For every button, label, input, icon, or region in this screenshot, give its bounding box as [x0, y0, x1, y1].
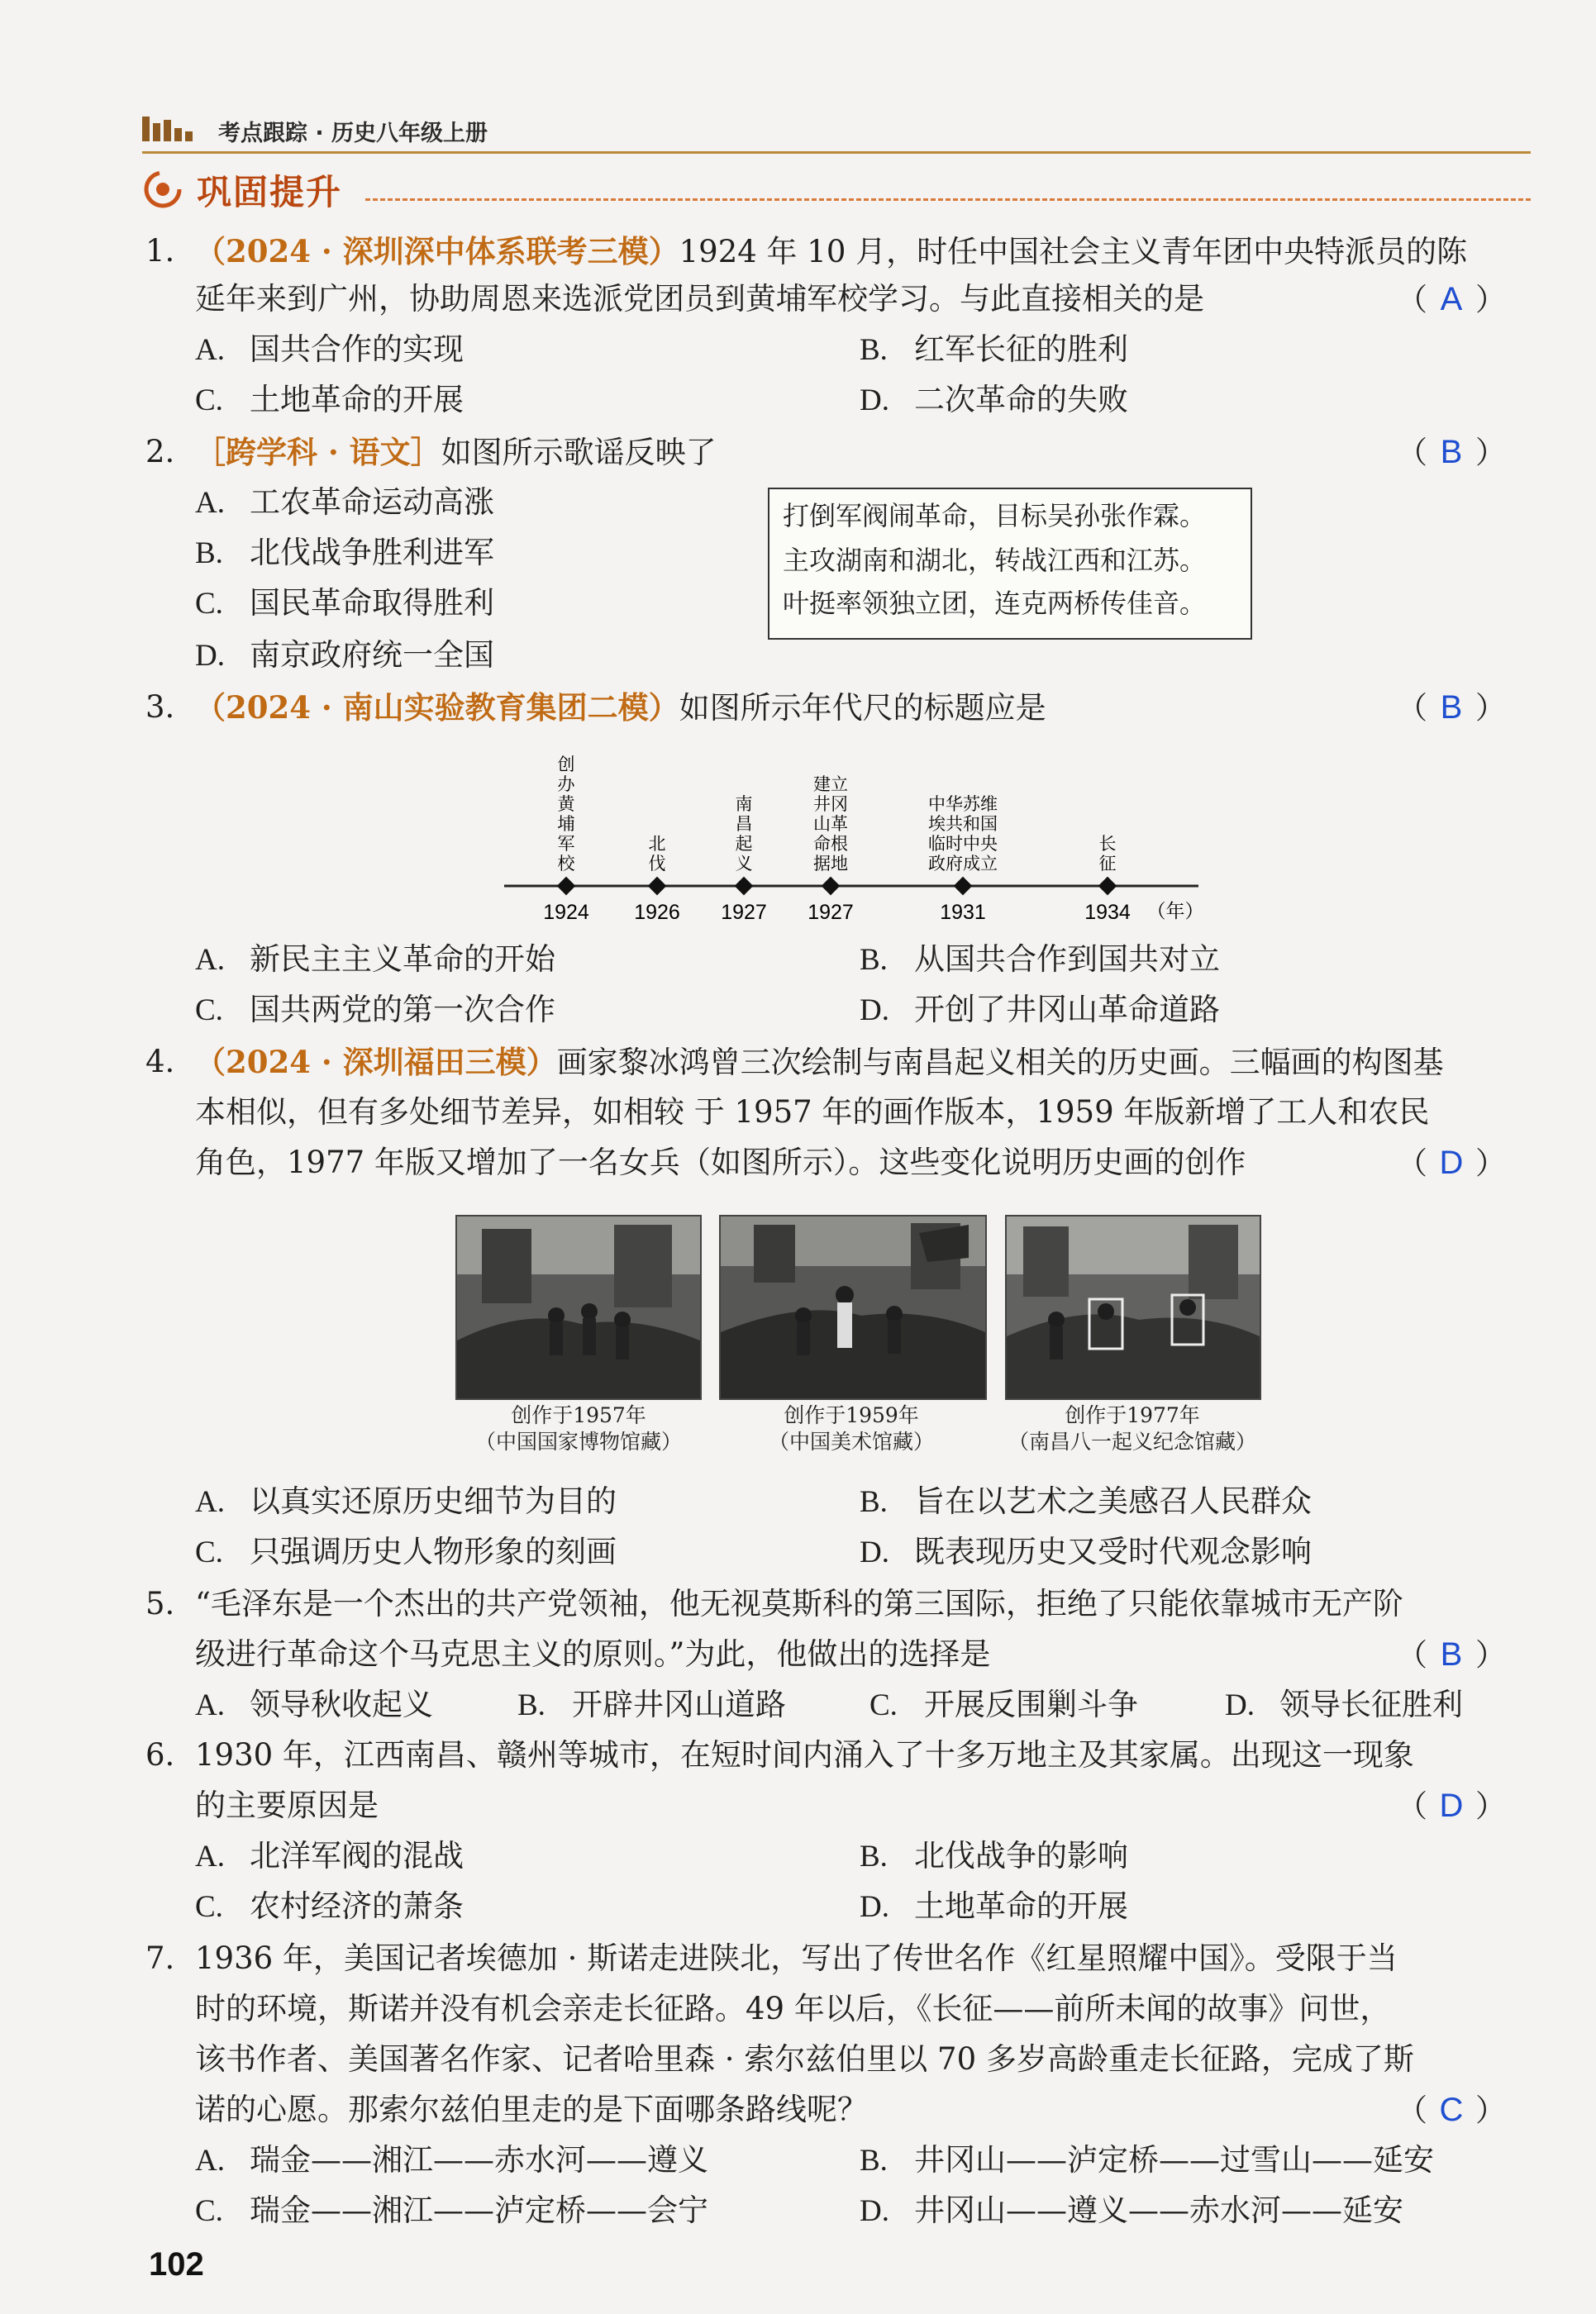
answer-letter: D — [1439, 1145, 1464, 1181]
timeline-marker — [648, 877, 667, 896]
answer-bracket: （ C ） — [1397, 2088, 1506, 2132]
timeline-label: 政府成立 — [928, 854, 998, 874]
option-b: B. 北伐战争胜利进军 — [195, 535, 494, 570]
timeline-label: 北 — [648, 834, 666, 854]
option-b: B. 旨在以艺术之美感召人民群众 — [860, 1483, 1312, 1519]
verse-line: 主攻湖南和湖北，转战江西和江苏。 — [783, 545, 1207, 576]
caption-1977: 创作于1977年 （南昌八一起义纪念馆藏） — [1008, 1403, 1256, 1454]
question-source: （2024 · 深圳深中体系联考三模） — [195, 233, 679, 269]
option-a: A. 工农革命运动高涨 — [195, 484, 494, 520]
timeline-label: 山革 — [813, 814, 848, 834]
timeline-year: 1926 — [634, 901, 680, 924]
option-d: D. 开创了井冈山革命道路 — [860, 992, 1220, 1027]
question-source: （2024 · 南山实验教育集团二模） — [195, 689, 679, 726]
timeline-year: 1934 — [1084, 901, 1131, 924]
caption-1957: 创作于1957年 （中国国家博物馆藏） — [474, 1403, 682, 1454]
painting-1957 — [455, 1215, 702, 1400]
answer-bracket: （ A ） — [1397, 278, 1506, 321]
painting-1959 — [719, 1215, 987, 1400]
answer-letter: B — [1440, 434, 1463, 470]
timeline-label: 创 — [557, 755, 575, 774]
option-b: B. 红军长征的胜利 — [860, 331, 1128, 367]
option-a: A. 瑞金——湘江——赤水河——遵义 — [195, 2142, 708, 2178]
option-a: A. 新民主主义革命的开始 — [195, 941, 555, 977]
option-a: A. 国共合作的实现 — [195, 331, 464, 367]
option-b: B. 开辟井冈山道路 — [517, 1687, 786, 1722]
option-c: C. 农村经济的萧条 — [195, 1888, 464, 1924]
question-stem-line: 诺的心愿。那索尔兹伯里走的是下面哪条路线呢？ — [195, 2092, 868, 2127]
timeline-label: 伐 — [648, 854, 666, 874]
option-d: D. 二次革命的失败 — [860, 382, 1128, 417]
question-stem: 1936 年，美国记者埃德加 · 斯诺走进陕北，写出了传世名作《红星照耀中国》。受限于当 — [195, 1940, 1398, 1976]
answer-bracket: （ B ） — [1397, 1633, 1506, 1677]
timeline-label: 据地 — [813, 854, 848, 874]
option-a: A. 北洋军阀的混战 — [195, 1838, 464, 1874]
timeline-label: 征 — [1098, 854, 1117, 874]
question-stem: 1930 年，江西南昌、赣州等城市，在短时间内涌入了十多万地主及其家属。出现这一现象 — [195, 1737, 1414, 1773]
answer-letter: D — [1439, 1788, 1464, 1824]
section-heading — [142, 164, 1531, 213]
option-a: A. 以真实还原历史细节为目的 — [195, 1483, 617, 1519]
question-number: 6. — [145, 1737, 175, 1773]
timeline-label: 临时中央 — [928, 834, 998, 854]
verse-line: 叶挺率领独立团，连克两桥传佳音。 — [783, 588, 1207, 619]
timeline-label: 办 — [557, 774, 575, 794]
timeline-label: 埃共和国 — [928, 814, 998, 834]
timeline-label: 黄 — [557, 794, 575, 814]
question-number: 7. — [145, 1940, 175, 1976]
section-title: 巩固提升 — [197, 172, 343, 212]
option-b: B. 从国共合作到国共对立 — [860, 941, 1220, 977]
question-stem-line: 本相似，但有多处细节差异，如相较 于 1957 年的画作版本，1959 年版新增了工人和农民 — [195, 1094, 1430, 1130]
question-tag: ［跨学科 · 语文］ — [195, 434, 441, 470]
timeline-label: 校 — [557, 854, 575, 874]
timeline-marker — [557, 877, 576, 896]
timeline-marker — [735, 877, 754, 896]
timeline-year: 1927 — [808, 901, 854, 924]
question-stem-line: 时的环境，斯诺并没有机会亲走长征路。49 年以后，《长征——前所未闻的故事》问世， — [195, 1991, 1391, 2026]
answer-letter: B — [1440, 689, 1463, 726]
option-d: D. 既表现历史又受时代观念影响 — [860, 1534, 1312, 1569]
page-number: 102 — [149, 2246, 204, 2283]
option-c: C. 瑞金——湘江——泸定桥——会宁 — [195, 2193, 708, 2228]
timeline-year: 1927 — [721, 901, 767, 924]
header-title: 考点跟踪 · 历史八年级上册 — [218, 121, 488, 146]
option-c: C. 国共两党的第一次合作 — [195, 992, 555, 1027]
question-stem-line: 的主要原因是 — [195, 1788, 379, 1823]
answer-bracket: （ B ） — [1397, 431, 1506, 474]
option-d: D. 井冈山——遵义——赤水河——延安 — [860, 2193, 1403, 2228]
question-number: 3. — [145, 689, 175, 725]
question-stem: ［跨学科 · 语文］如图所示歌谣反映了 — [195, 434, 717, 470]
timeline-label: 军 — [557, 834, 575, 854]
timeline-year: 1931 — [940, 901, 986, 924]
question-stem-line: 级进行革命这个马克思主义的原则。”为此，他做出的选择是 — [195, 1636, 991, 1672]
option-b: B. 北伐战争的影响 — [860, 1838, 1128, 1874]
verse-box — [768, 488, 1252, 640]
timeline-marker — [1098, 877, 1117, 896]
option-a: A. 领导秋收起义 — [195, 1687, 433, 1722]
question-number: 2. — [145, 434, 175, 469]
question-stem: “毛泽东是一个杰出的共产党领袖，他无视莫斯科的第三国际，拒绝了只能依靠城市无产阶 — [195, 1586, 1403, 1621]
option-c: C. 土地革命的开展 — [195, 382, 464, 417]
timeline-label: 起 — [735, 834, 753, 854]
target-icon — [142, 169, 183, 210]
answer-bracket: （ D ） — [1397, 1141, 1506, 1185]
section-divider — [365, 198, 1531, 201]
option-d: D. 土地革命的开展 — [860, 1888, 1128, 1924]
answer-letter: B — [1440, 1636, 1463, 1673]
question-stem: （2024 · 深圳深中体系联考三模）1924 年 10 月，时任中国社会主义青年团中央特派员的陈 — [195, 233, 1468, 269]
caption-1959: 创作于1959年 （中国美术馆藏） — [768, 1403, 934, 1454]
answer-bracket: （ B ） — [1397, 686, 1506, 730]
timeline-label: 中华苏维 — [928, 794, 998, 814]
timeline-label: 埔 — [557, 814, 575, 834]
question-source: （2024 · 深圳福田三模） — [195, 1044, 557, 1080]
timeline-label: 义 — [735, 854, 753, 874]
timeline-label: 命根 — [813, 834, 848, 854]
answer-letter: A — [1440, 281, 1463, 317]
timeline-unit: （年） — [1146, 901, 1204, 922]
question-stem: （2024 · 深圳福田三模）画家黎冰鸿曾三次绘制与南昌起义相关的历史画。三幅画的构图基 — [195, 1044, 1444, 1080]
question-stem: （2024 · 南山实验教育集团二模）如图所示年代尺的标题应是 — [195, 689, 1046, 726]
verse-line: 打倒军阀闹革命，目标吴孙张作霖。 — [783, 500, 1207, 531]
painting-1977 — [1005, 1215, 1261, 1400]
answer-bracket: （ D ） — [1397, 1784, 1506, 1828]
question-stem-line: 延年来到广州，协助周恩来选派党团员到黄埔军校学习。与此直接相关的是 — [195, 281, 1204, 317]
timeline-label: 昌 — [735, 814, 753, 834]
question-number: 4. — [145, 1044, 175, 1079]
timeline-marker — [822, 877, 841, 896]
option-c: C. 国民革命取得胜利 — [195, 585, 494, 621]
question-stem-line: 角色，1977 年版又增加了一名女兵（如图所示）。这些变化说明历史画的创作 — [195, 1145, 1246, 1180]
timeline-label: 南 — [735, 794, 753, 814]
timeline-label: 井冈 — [813, 794, 848, 814]
timeline-label: 长 — [1098, 834, 1117, 854]
question-stem-line: 该书作者、美国著名作家、记者哈里森 · 索尔兹伯里以 70 多岁高龄重走长征路，完成了斯 — [195, 2041, 1414, 2077]
timeline-marker — [954, 877, 973, 896]
answer-letter: C — [1439, 2092, 1464, 2128]
option-c: C. 只强调历史人物形象的刻画 — [195, 1534, 617, 1569]
question-number: 5. — [145, 1586, 175, 1621]
option-c: C. 开展反围剿斗争 — [869, 1687, 1138, 1722]
option-d: D. 领导长征胜利 — [1225, 1687, 1463, 1722]
option-d: D. 南京政府统一全国 — [195, 637, 494, 673]
timeline-label: 建立 — [813, 774, 848, 794]
option-b: B. 井冈山——泸定桥——过雪山——延安 — [860, 2142, 1434, 2178]
logo-bars-icon — [142, 117, 196, 143]
page-header — [142, 112, 1531, 154]
timeline-chart — [504, 748, 1223, 926]
question-number: 1. — [145, 233, 175, 269]
timeline-year: 1924 — [543, 901, 589, 924]
